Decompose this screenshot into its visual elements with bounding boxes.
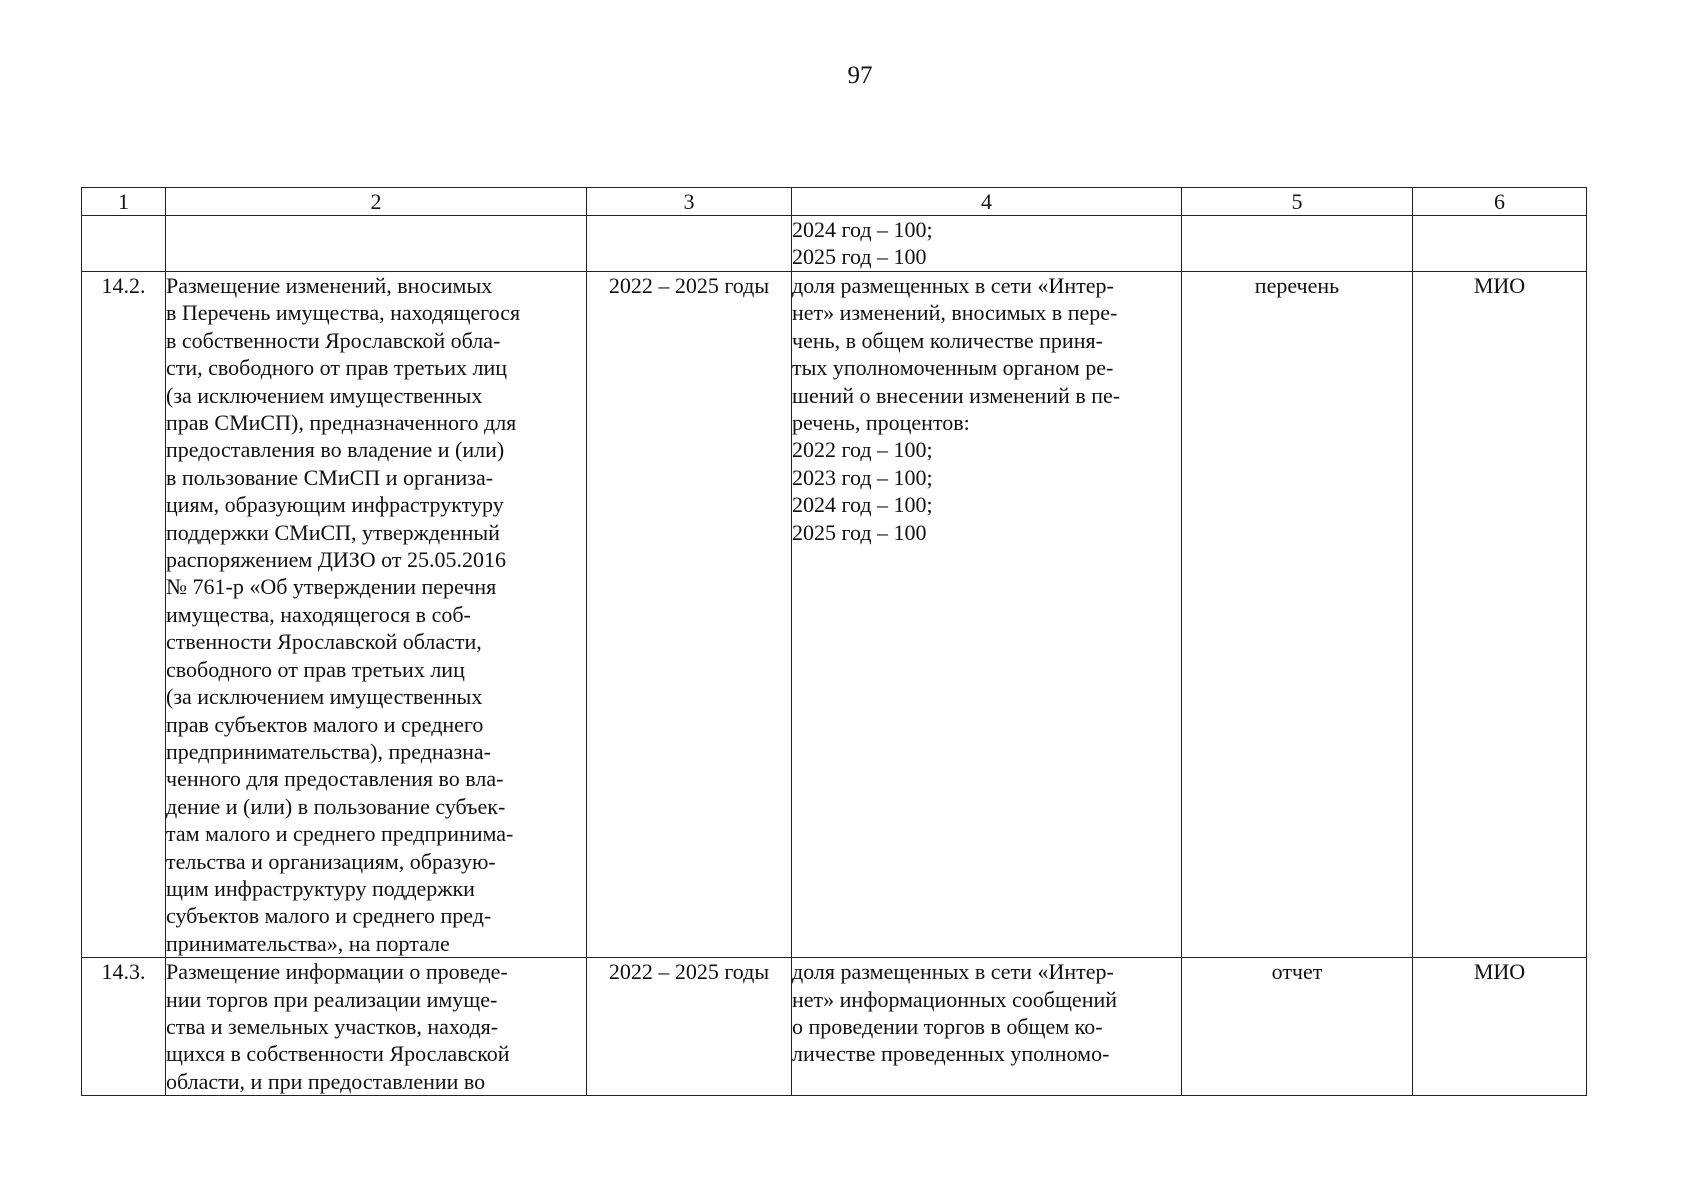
executor-cell	[1413, 216, 1587, 272]
row-number: 14.3.	[82, 958, 166, 1096]
table-row	[82, 216, 1587, 272]
row-number: 14.2.	[82, 272, 166, 958]
indicator-cell: доля размещенных в сети «Интер- нет» информационных сообщений о проведении торгов в общем ко- личестве проведенных уполномо-	[792, 958, 1182, 1096]
period-cell: 2022 – 2025 годы	[587, 958, 792, 1096]
column-header: 2	[166, 188, 587, 216]
measures-table	[81, 187, 1587, 1096]
period-cell	[587, 216, 792, 272]
executor-cell: МИО	[1413, 272, 1587, 958]
measure-description: Размещение информации о проведе- нии торгов при реализации имуще- ства и земельных участков, находя- щихся в собственности Ярославской области, и при предоставлении во	[166, 958, 587, 1096]
measure-description: Размещение изменений, вносимых в Перечень имущества, находящегося в собственности Ярославской обла- сти, свободного от прав третьих лиц (за исключением имущественных прав СМиСП), предназначенного для предоставления во владение и (или) в пользование СМиСП и организа- циям, образующим инфраструктуру поддержки СМиСП, утвержденный распоряжением ДИЗО от 25.05.2016 № 761-р «Об утверждении перечня имущества, находящегося в соб- ственности Ярославской области, свободного от прав третьих лиц (за исключением имущественных прав субъектов малого и среднего предпринимательства), предназна- ченного для предоставления во вла- дение и (или) в пользование субъек- там малого и среднего предпринима- тельства и организациям, образую- щим инфраструктуру поддержки субъектов малого и среднего пред- принимательства», на портале	[166, 272, 587, 958]
indicator-cell: доля размещенных в сети «Интер- нет» изменений, вносимых в пере- чень, в общем количестве приня- тых уполномоченным органом ре- шений о внесении изменений в пе- речень, процентов: 2022 год – 100; 2023 год – 100; 2024 год – 100; 2025 год – 100	[792, 272, 1182, 958]
document-cell: отчет	[1182, 958, 1413, 1096]
indicator-cell: 2024 год – 100; 2025 год – 100	[792, 216, 1182, 272]
column-header: 1	[82, 188, 166, 216]
table-row	[82, 958, 1587, 1096]
column-header: 6	[1413, 188, 1587, 216]
measure-description	[166, 216, 587, 272]
document-cell: перечень	[1182, 272, 1413, 958]
column-header: 5	[1182, 188, 1413, 216]
period-cell: 2022 – 2025 годы	[587, 272, 792, 958]
table-header-row	[82, 188, 1587, 216]
executor-cell: МИО	[1413, 958, 1587, 1096]
table-row	[82, 272, 1587, 958]
column-header: 3	[587, 188, 792, 216]
page-number: 97	[847, 62, 873, 89]
document-cell	[1182, 216, 1413, 272]
row-number	[82, 216, 166, 272]
column-header: 4	[792, 188, 1182, 216]
